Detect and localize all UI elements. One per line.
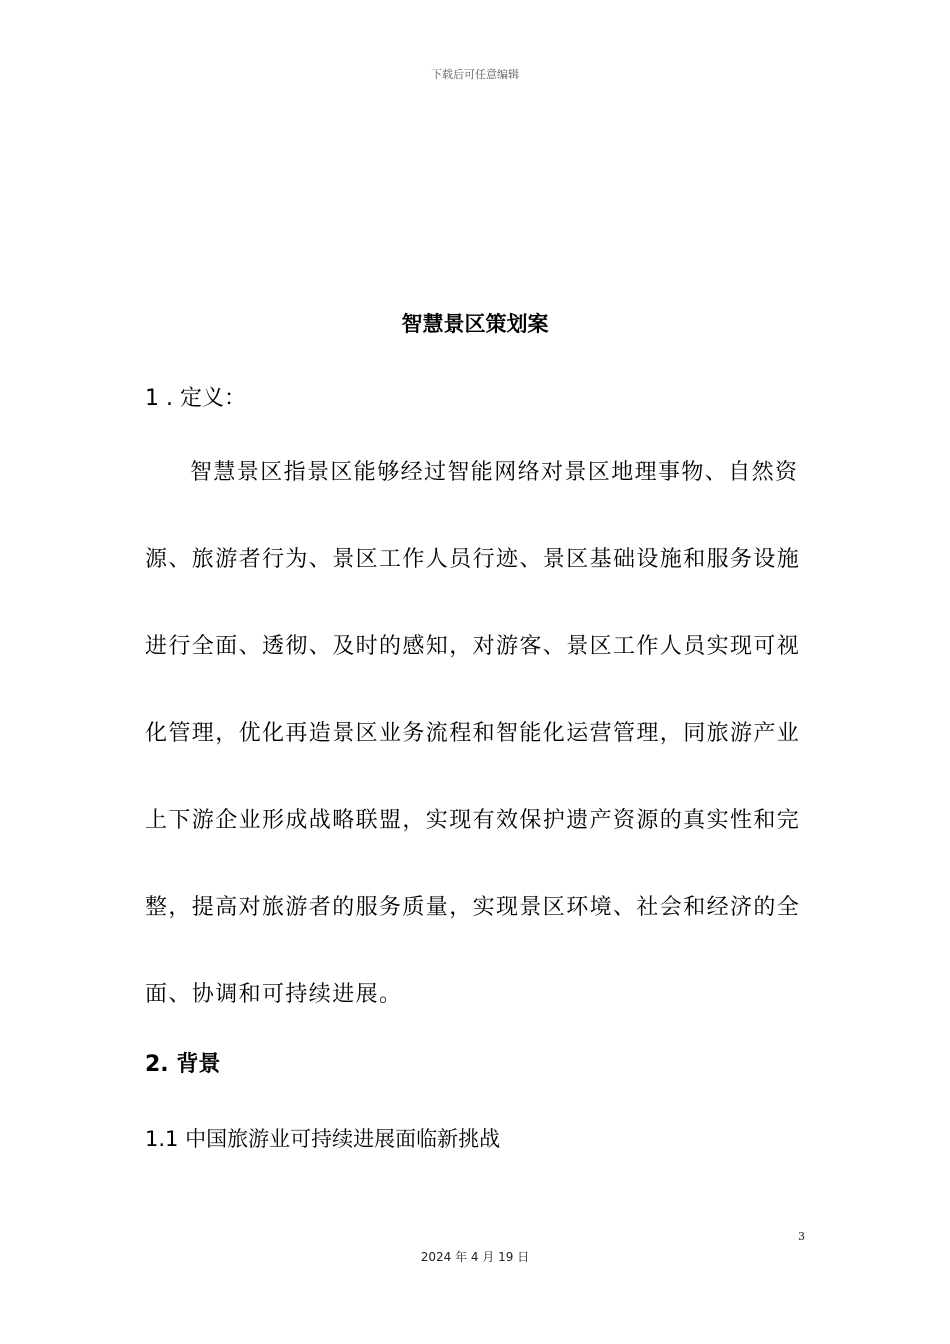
- section-heading-definition: 1 . 定义：: [145, 386, 246, 411]
- paragraph-line: 进行全面、透彻、及时的感知，对游客、景区工作人员实现可视: [145, 634, 801, 659]
- subsection-heading: 1.1 中国旅游业可持续进展面临新挑战: [145, 1127, 501, 1151]
- page-number: 3: [798, 1230, 805, 1243]
- paragraph-line: 上下游企业形成战略联盟，实现有效保护遗产资源的真实性和完: [145, 808, 801, 833]
- section-heading-background: 2. 背景: [145, 1052, 221, 1077]
- paragraph-line: 化管理，优化再造景区业务流程和智能化运营管理，同旅游产业: [145, 721, 801, 746]
- paragraph-line: 源、旅游者行为、景区工作人员行迹、景区基础设施和服务设施: [145, 547, 801, 572]
- footer-date: 2024 年 4 月 19 日: [420, 1250, 530, 1264]
- paragraph-line: 整，提高对旅游者的服务质量，实现景区环境、社会和经济的全: [145, 895, 801, 920]
- header-note: 下载后可任意编辑: [431, 68, 519, 81]
- paragraph-line: 面、协调和可持续进展。: [145, 982, 403, 1007]
- paragraph-line: 智慧景区指景区能够经过智能网络对景区地理事物、自然资: [190, 460, 799, 485]
- document-title: 智慧景区策划案: [401, 312, 549, 336]
